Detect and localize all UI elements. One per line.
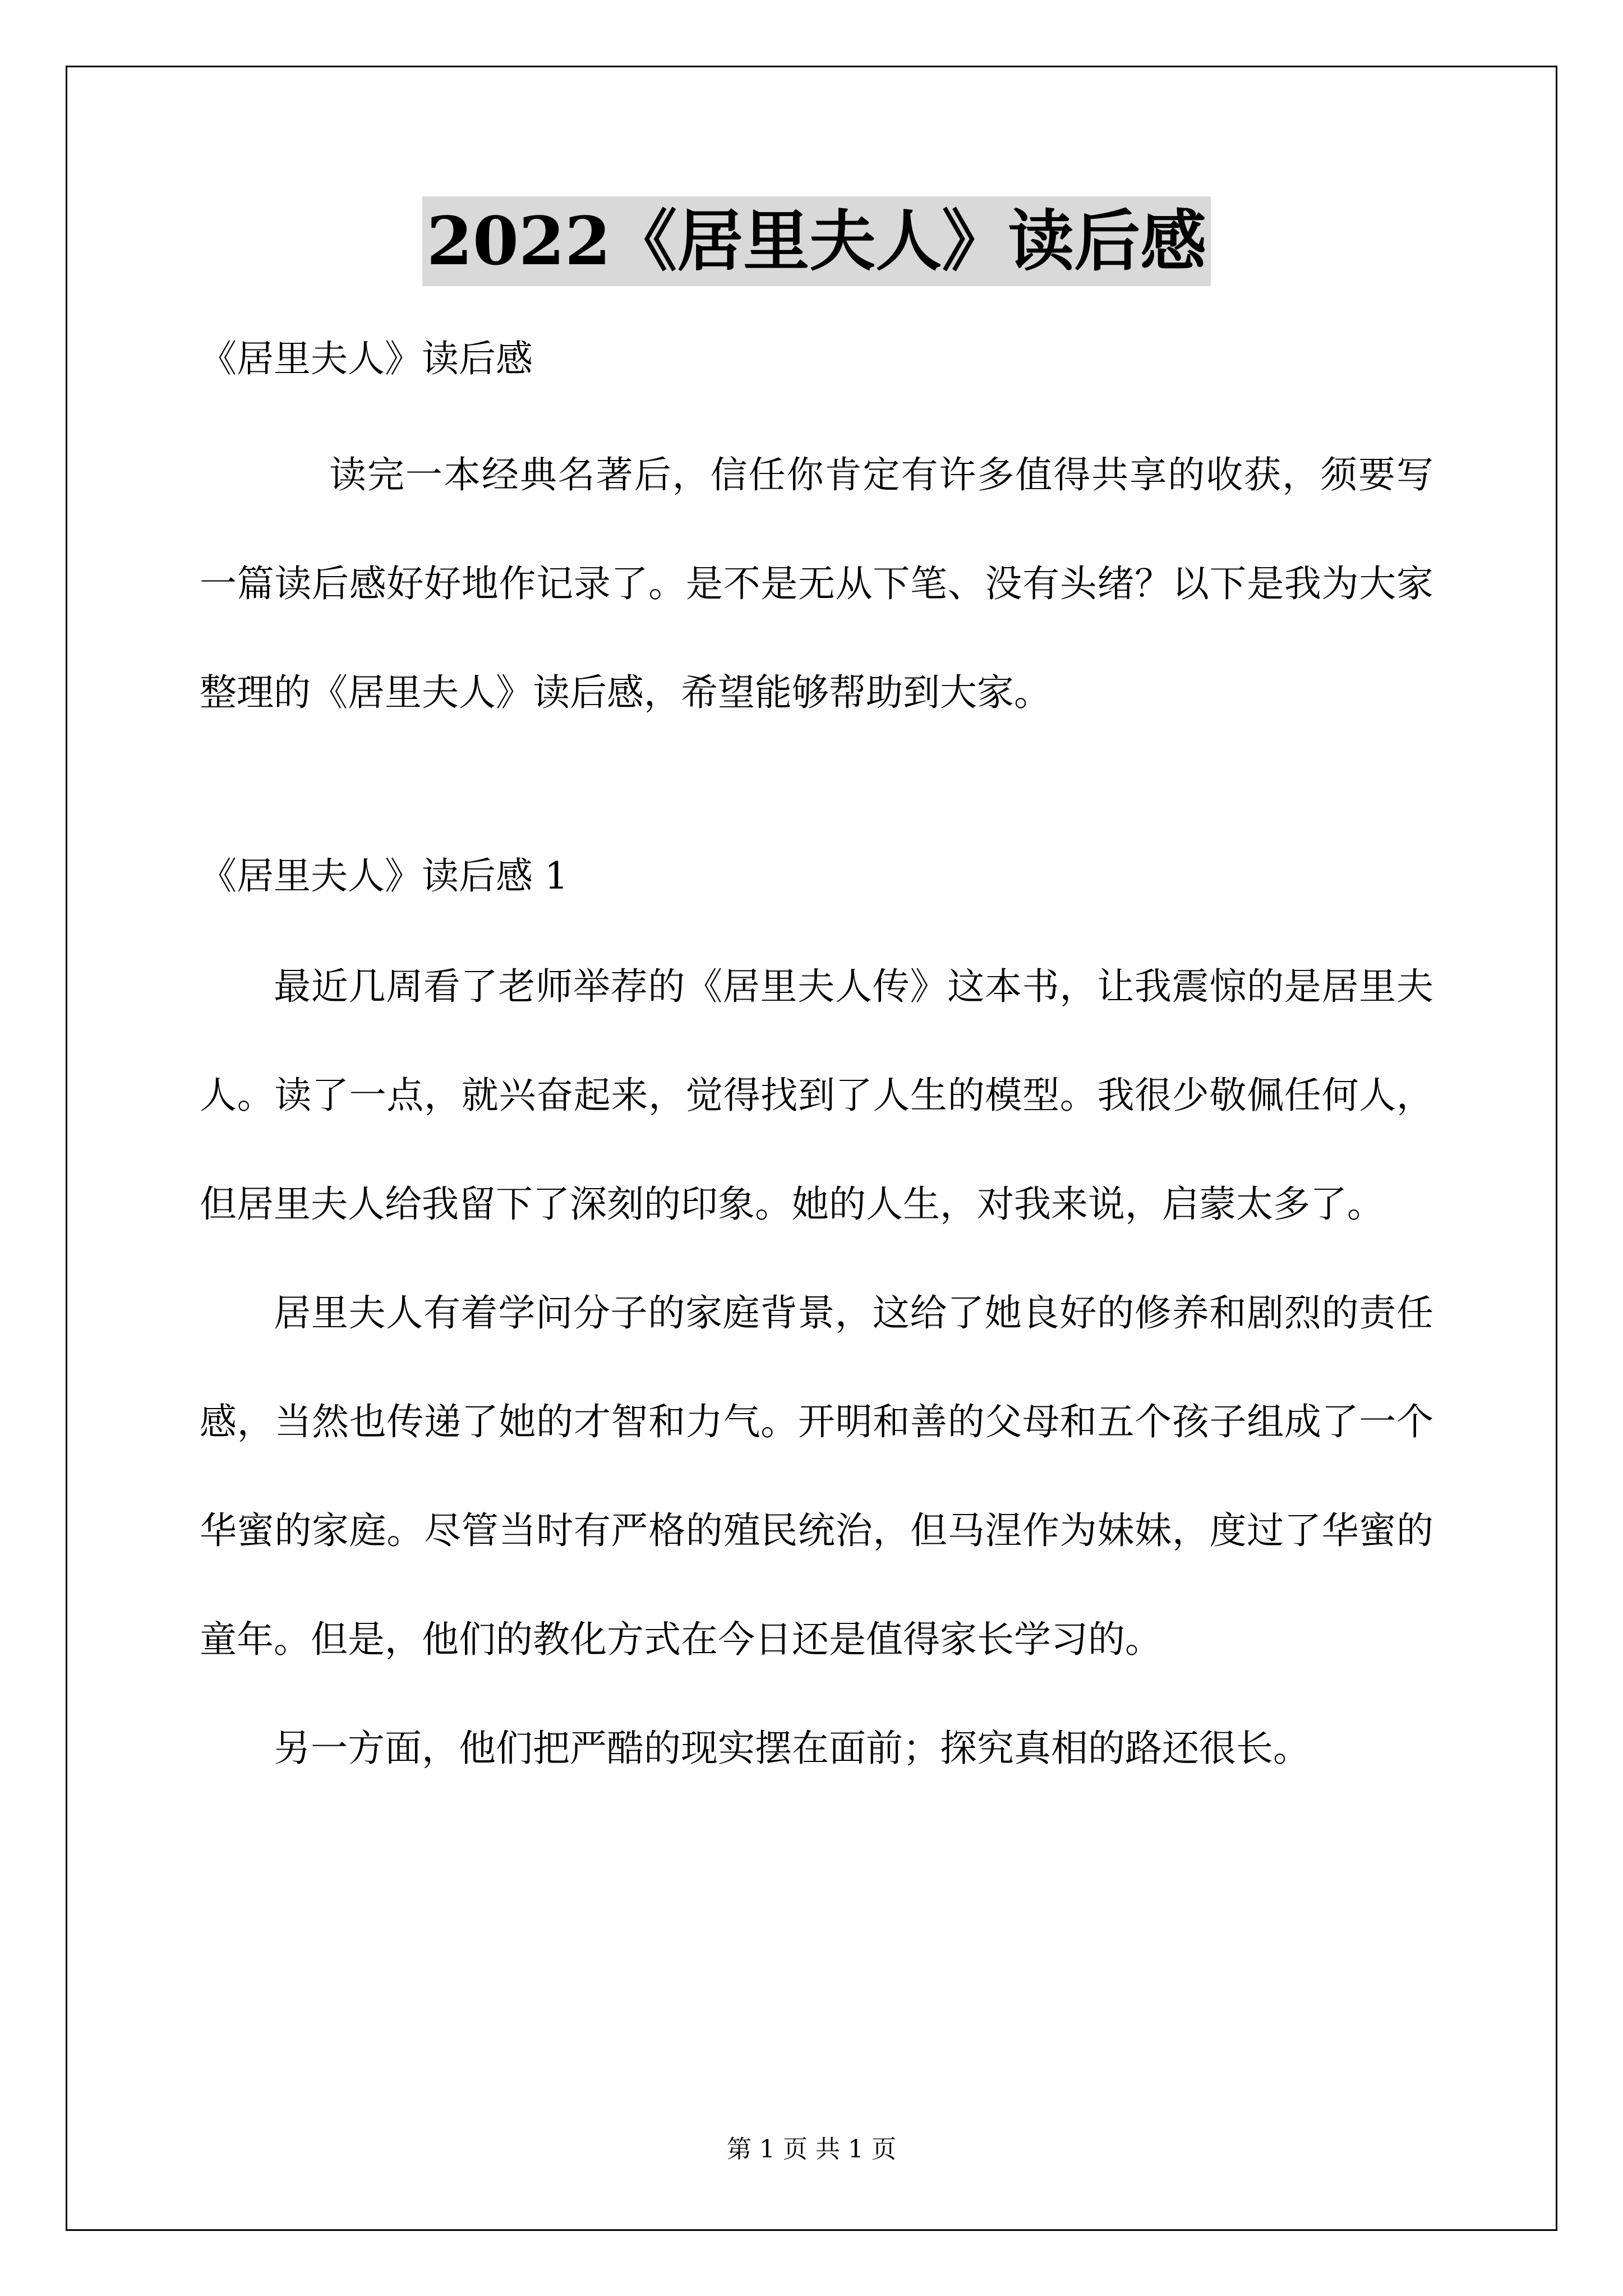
body-paragraph-1: 最近几周看了老师举荐的《居里夫人传》这本书，让我震惊的是居里夫人。读了一点，就兴奋起来，觉得找到了人生的模型。我很少敬佩任何人，但居里夫人给我留下了深刻的印象。她的人生，对我来说，启蒙太多了。 xyxy=(200,965,1433,1226)
body-paragraph-2: 居里夫人有着学问分子的家庭背景，这给了她良好的修养和剧烈的责任感，当然也传递了她的才智和力气。开明和善的父母和五个孩子组成了一个华蜜的家庭。尽管当时有严格的殖民统治，但马涅作为妹妹，度过了华蜜的童年。但是，他们的教化方式在今日还是值得家长学习的。 xyxy=(200,1291,1433,1661)
intro-paragraph: 读完一本经典名著后，信任你肯定有许多值得共享的收获，须要写一篇读后感好好地作记录了。是不是无从下笔、没有头绪？以下是我为大家整理的《居里夫人》读后感，希望能够帮助到大家。 xyxy=(200,453,1433,714)
page-footer: 第 1 页 共 1 页 xyxy=(727,2135,896,2164)
document-title xyxy=(200,196,1433,286)
body-paragraph-3: 另一方面，他们把严酷的现实摆在面前；探究真相的路还很长。 xyxy=(274,1727,1310,1770)
document-body xyxy=(200,196,1433,1803)
section-heading: 《居里夫人》读后感 1 xyxy=(200,854,568,898)
intro-heading: 《居里夫人》读后感 xyxy=(200,337,533,380)
document-title-text: 2022《居里夫人》读后感 xyxy=(422,196,1211,286)
